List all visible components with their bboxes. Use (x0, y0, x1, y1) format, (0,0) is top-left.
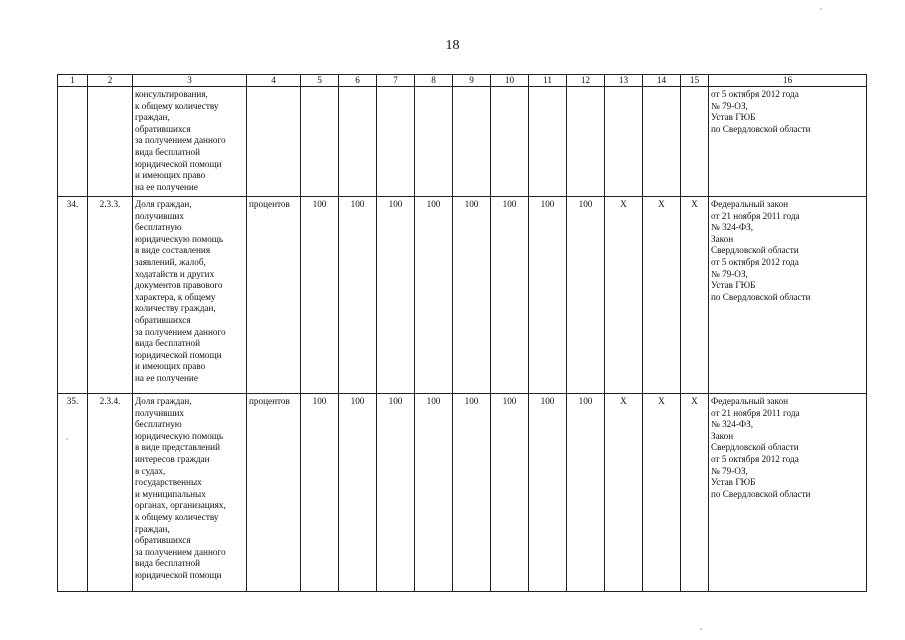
header-cell: 9 (453, 75, 491, 87)
header-cell: 6 (339, 75, 377, 87)
value-cell (339, 87, 377, 197)
unit-cell (247, 87, 301, 197)
header-cell: 7 (377, 75, 415, 87)
legal-basis: Федеральный закон от 21 ноября 2011 года № 324-ФЗ, Закон Свердловской области от 5 октября 2012 года № 79-ОЗ, Устав ГЮБ по Свердловской области (709, 197, 867, 394)
page-number: 18 (445, 38, 460, 53)
header-cell: 4 (247, 75, 301, 87)
unit-cell: процентов (247, 394, 301, 592)
row-number (58, 87, 88, 197)
indicator-description: Доля граждан, получивших бесплатную юридическую помощь в виде составления заявлений, жалоб, ходатайств и других документов правового характера, к общему количеству граждан, обратившихся за получением данного вида бесплатной юридической помощи и имеющих право на ее получение (133, 197, 247, 394)
value-cell: 100 (491, 197, 529, 394)
mark-cell (605, 87, 643, 197)
mark-cell: Х (605, 394, 643, 592)
value-cell: 100 (491, 394, 529, 592)
row-code: 2.3.4. (88, 394, 133, 592)
header-cell: 15 (681, 75, 709, 87)
value-cell: 100 (453, 197, 491, 394)
value-cell: 100 (529, 197, 567, 394)
value-cell: 100 (415, 394, 453, 592)
table-row (58, 197, 867, 394)
indicator-description: Доля граждан, получивших бесплатную юридическую помощь в виде представлений интересов граждан в судах, государственных и муниципальных органах, организациях, к общему количеству граждан, обратившихся за получением данного вида бесплатной юридической помощи (133, 394, 247, 592)
header-cell: 16 (709, 75, 867, 87)
value-cell (491, 87, 529, 197)
mark-cell (643, 87, 681, 197)
value-cell: 100 (453, 394, 491, 592)
header-cell: 10 (491, 75, 529, 87)
value-cell (377, 87, 415, 197)
legal-basis: Федеральный закон от 21 ноября 2011 года № 324-ФЗ, Закон Свердловской области от 5 октября 2012 года № 79-ОЗ, Устав ГЮБ по Свердловской области (709, 394, 867, 592)
header-cell: 5 (301, 75, 339, 87)
value-cell: 100 (377, 394, 415, 592)
header-cell: 2 (88, 75, 133, 87)
mark-cell: Х (605, 197, 643, 394)
value-cell (415, 87, 453, 197)
indicators-table (57, 74, 867, 592)
header-cell: 8 (415, 75, 453, 87)
value-cell: 100 (567, 394, 605, 592)
header-cell: 13 (605, 75, 643, 87)
mark-cell (681, 87, 709, 197)
scan-speck (820, 8, 822, 10)
mark-cell: Х (681, 394, 709, 592)
header-cell: 3 (133, 75, 247, 87)
row-code (88, 87, 133, 197)
header-cell: 14 (643, 75, 681, 87)
value-cell: 100 (339, 394, 377, 592)
value-cell: 100 (301, 394, 339, 592)
header-cell: 11 (529, 75, 567, 87)
value-cell: 100 (567, 197, 605, 394)
value-cell: 100 (529, 394, 567, 592)
mark-cell: Х (643, 394, 681, 592)
unit-cell: процентов (247, 197, 301, 394)
value-cell (301, 87, 339, 197)
row-code: 2.3.3. (88, 197, 133, 394)
value-cell: 100 (415, 197, 453, 394)
scan-speck (66, 438, 68, 440)
indicator-description: консультирования, к общему количеству граждан, обратившихся за получением данного вида бесплатной юридической помощи и имеющих право на ее получение (133, 87, 247, 197)
row-number: 35. (58, 394, 88, 592)
value-cell: 100 (377, 197, 415, 394)
mark-cell: Х (643, 197, 681, 394)
value-cell: 100 (339, 197, 377, 394)
scan-speck (700, 628, 702, 630)
table-row (58, 394, 867, 592)
table-row (58, 87, 867, 197)
legal-basis: от 5 октября 2012 года № 79-ОЗ, Устав ГЮБ по Свердловской области (709, 87, 867, 197)
value-cell (567, 87, 605, 197)
header-cell: 1 (58, 75, 88, 87)
header-cell: 12 (567, 75, 605, 87)
header-row (58, 75, 867, 87)
value-cell: 100 (301, 197, 339, 394)
value-cell (529, 87, 567, 197)
row-number: 34. (58, 197, 88, 394)
value-cell (453, 87, 491, 197)
mark-cell: Х (681, 197, 709, 394)
